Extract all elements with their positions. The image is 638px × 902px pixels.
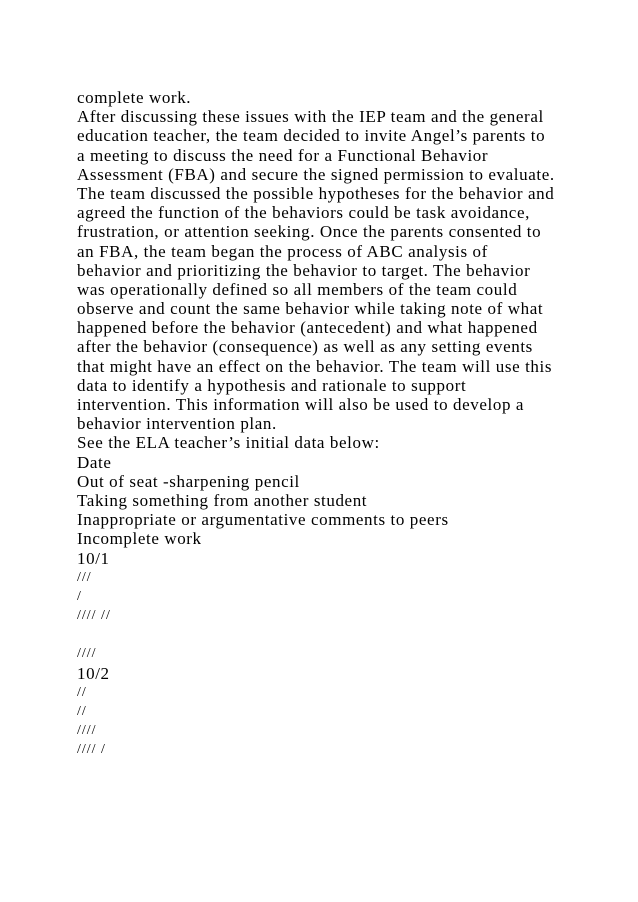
tally-cell: //// /: [77, 742, 106, 758]
text-line: Assessment (FBA) and secure the signed permission to evaluate.: [77, 164, 555, 184]
date-cell: 10/2: [77, 663, 110, 683]
table-header-comments: Inappropriate or argumentative comments to peers: [77, 510, 449, 530]
tally-cell: ////: [77, 646, 97, 662]
text-line: frustration, or attention seeking. Once the parents consented to: [77, 222, 542, 242]
text-line: happened before the behavior (antecedent) and what happened: [77, 318, 538, 338]
text-line: education teacher, the team decided to invite Angel’s parents to: [77, 126, 546, 146]
empty-cell: [77, 625, 607, 644]
text-line: observe and count the same behavior while taking note of what: [77, 299, 544, 319]
table-header-date: Date: [77, 452, 112, 472]
text-line: that might have an effect on the behavior. The team will use this: [77, 356, 553, 376]
text-line: behavior and prioritizing the behavior to target. The behavior: [77, 260, 531, 280]
text-line: After discussing these issues with the IEP team and the general: [77, 107, 544, 127]
document-text: [77, 88, 607, 760]
text-line: after the behavior (consequence) as well as any setting events: [77, 337, 533, 357]
tally-cell: /: [77, 588, 82, 604]
tally-cell: //// //: [77, 608, 111, 624]
text-line: behavior intervention plan.: [77, 414, 277, 434]
text-line: a meeting to discuss the need for a Functional Behavior: [77, 145, 489, 165]
tally-cell: ////: [77, 723, 97, 739]
table-header-out-of-seat: Out of seat -sharpening pencil: [77, 471, 300, 491]
text-line: data to identify a hypothesis and rationale to support: [77, 375, 467, 395]
tally-cell: ///: [77, 569, 92, 585]
text-line: agreed the function of the behaviors could be task avoidance,: [77, 203, 530, 223]
text-line: complete work.: [77, 88, 192, 107]
table-header-incomplete: Incomplete work: [77, 529, 202, 549]
tally-cell: //: [77, 704, 87, 719]
text-line: The team discussed the possible hypotheses for the behavior and: [77, 183, 555, 203]
date-cell: 10/1: [77, 548, 110, 568]
text-line: See the ELA teacher’s initial data below:: [77, 433, 380, 453]
text-line: intervention. This information will also be used to develop a: [77, 395, 525, 414]
text-line: was operationally defined so all members of the team could: [77, 279, 518, 299]
text-line: an FBA, the team began the process of ABC analysis of: [77, 241, 488, 261]
tally-cell: //: [77, 684, 87, 700]
table-header-taking: Taking something from another student: [77, 490, 368, 510]
